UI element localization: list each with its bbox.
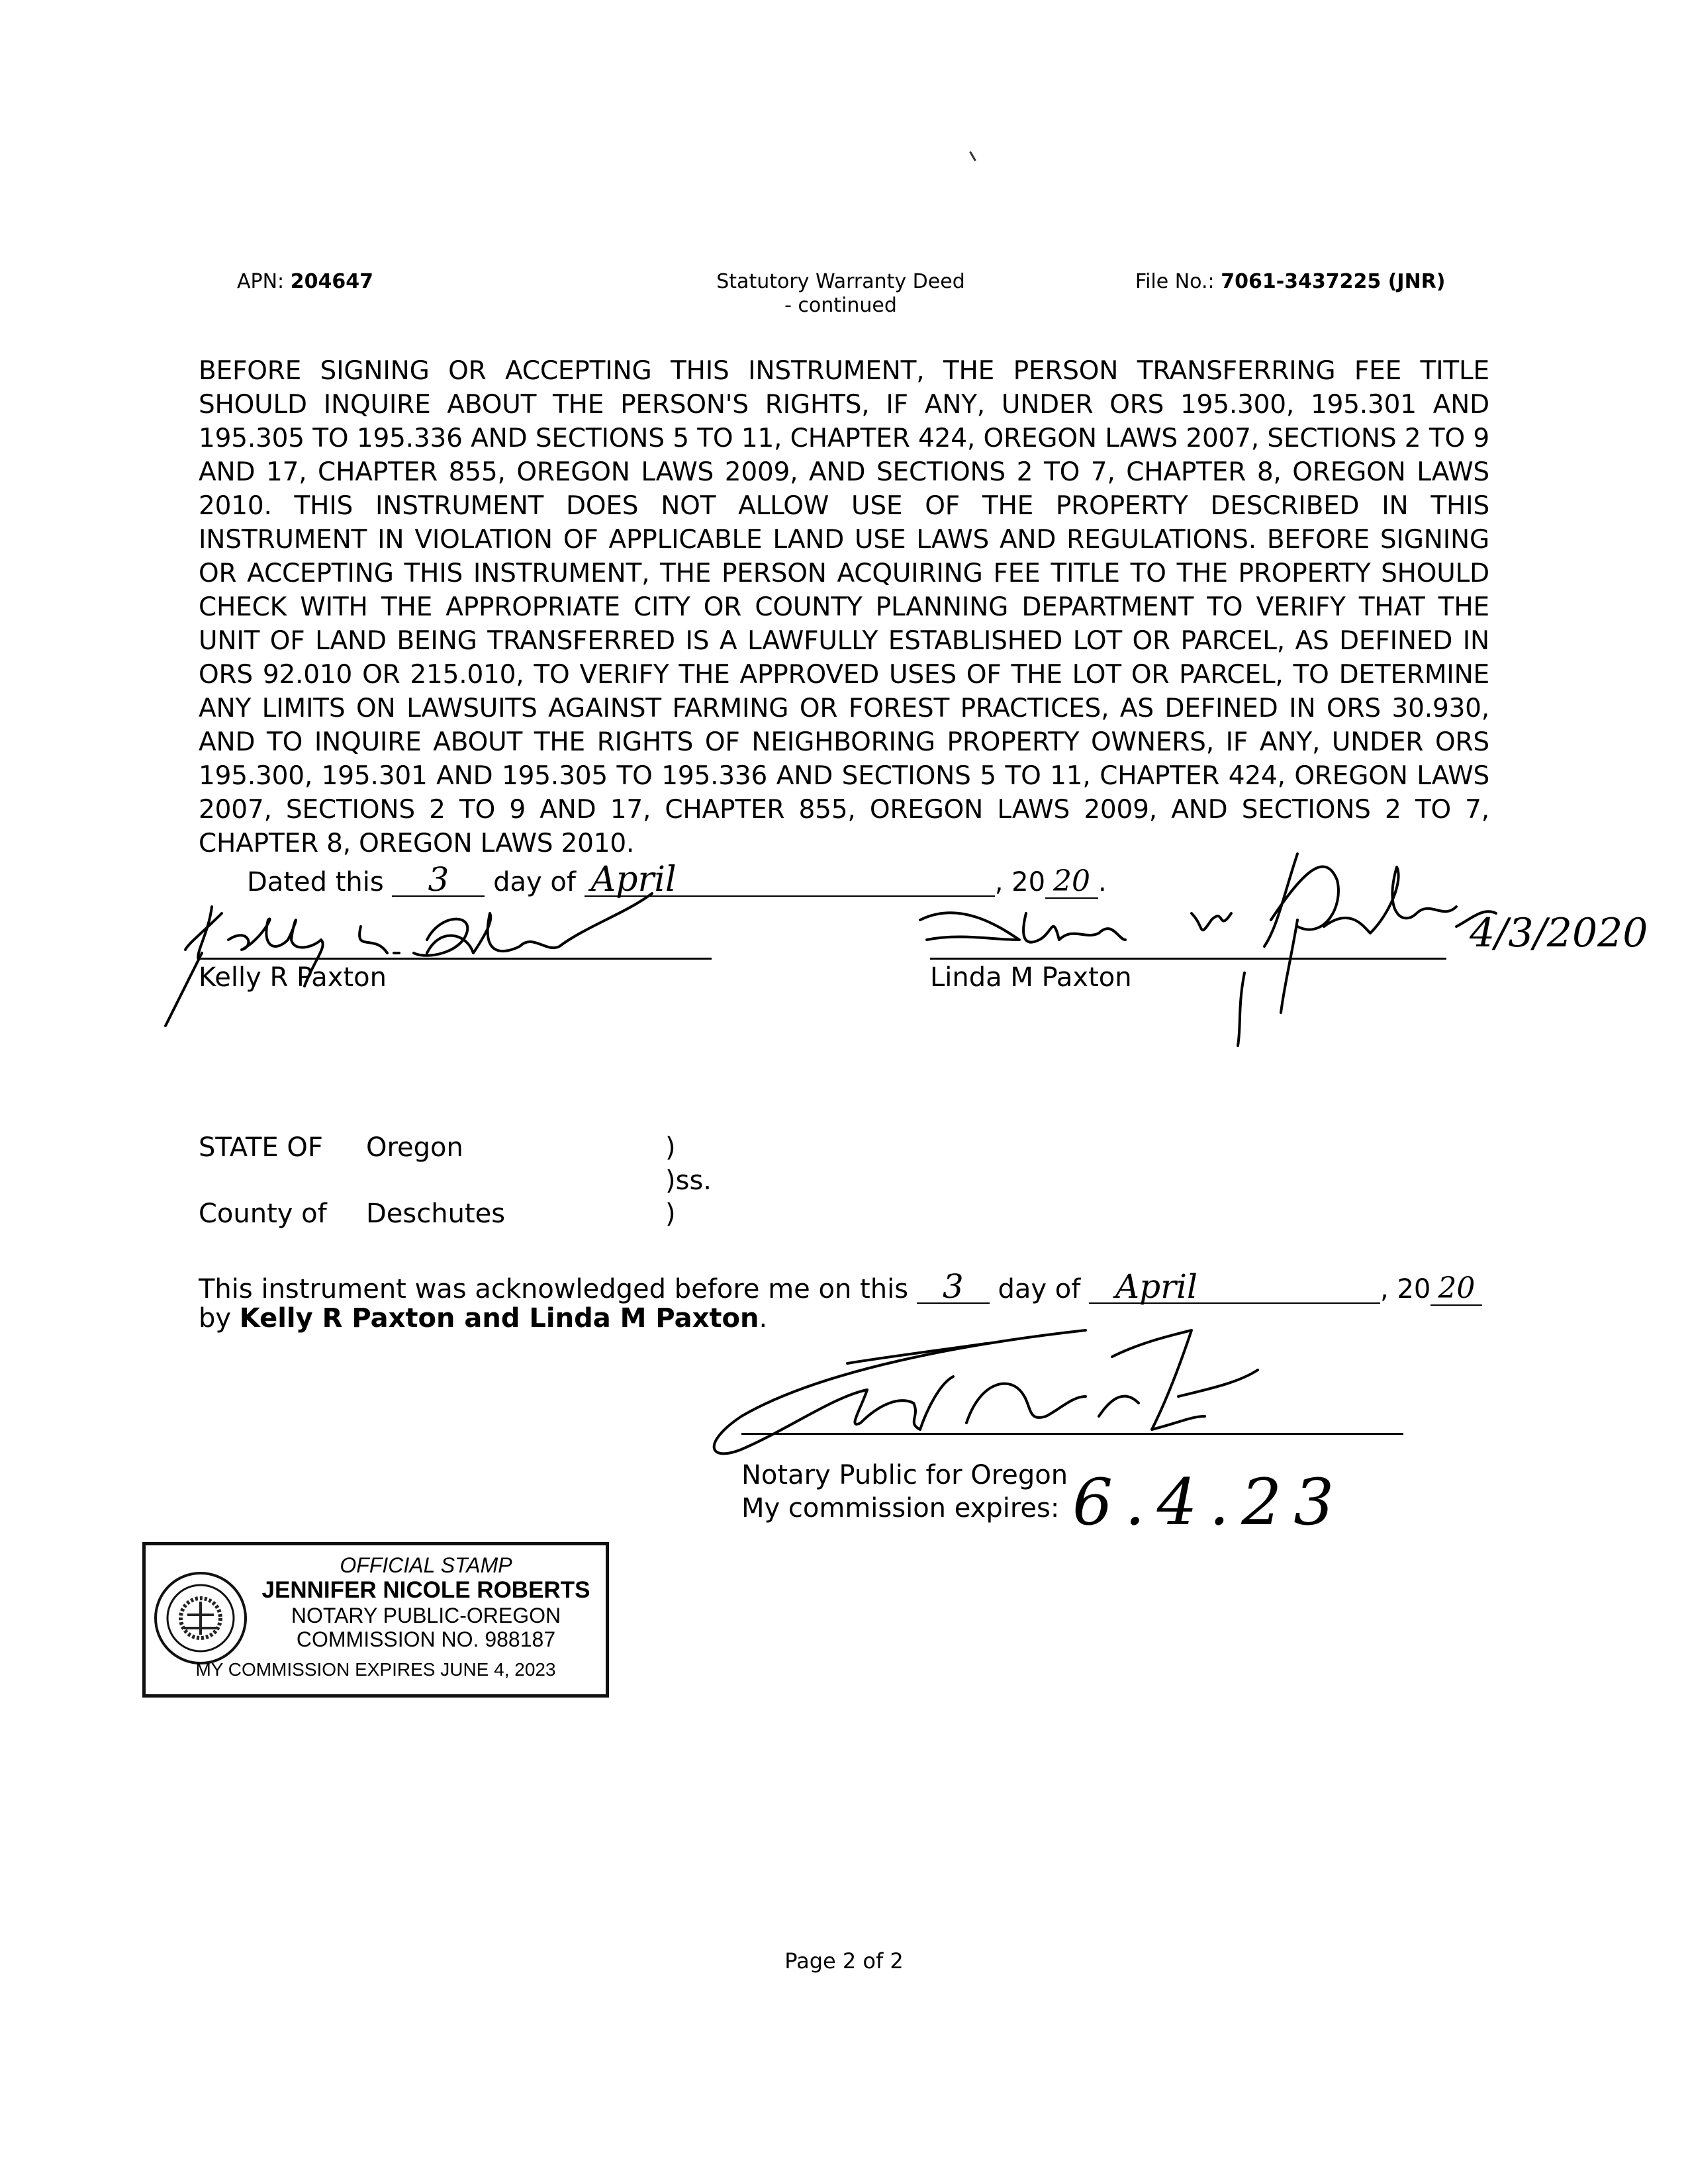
acknowledgment-year-suffix: 20 — [1430, 1273, 1482, 1306]
notary-title: Notary Public for Oregon — [741, 1460, 1068, 1490]
acknowledgment-by-names: Kelly R Paxton and Linda M Paxton — [239, 1303, 759, 1334]
dated-year-prefix: , 20 — [994, 867, 1046, 897]
apn-value: 204647 — [290, 270, 373, 293]
acknowledgment-by-end: . — [759, 1303, 768, 1334]
apn — [237, 270, 373, 294]
dated-year-suffix: 20 — [1045, 866, 1098, 899]
state-label: STATE OF — [199, 1132, 323, 1163]
linda-paxton-handwritten-date: 4/3/2020 — [1470, 910, 1648, 956]
acknowledgment-prefix: This instrument was acknowledged before me on this — [199, 1274, 909, 1304]
scan-mark — [969, 151, 976, 161]
stamp-line-5: MY COMMISSION EXPIRES JUNE 4, 2023 — [195, 1659, 556, 1680]
acknowledgment-by-line — [199, 1302, 767, 1334]
venue-ss: )ss. — [665, 1165, 712, 1196]
linda-paxton-signature — [861, 841, 1655, 1059]
acknowledgment-year-prefix: , 20 — [1380, 1274, 1431, 1304]
stamp-line-1: OFFICIAL STAMP — [340, 1553, 512, 1577]
document-title — [682, 270, 1000, 318]
dated-day-of: day of — [493, 867, 576, 897]
dated-prefix: Dated this — [247, 867, 384, 897]
file-number-label: File No.: — [1135, 270, 1215, 293]
apn-label: APN: — [237, 270, 285, 293]
notary-signature-line — [741, 1433, 1403, 1435]
notary-official-stamp — [142, 1542, 609, 1698]
dated-end: . — [1098, 867, 1107, 897]
kelly-paxton-signature — [162, 887, 665, 1019]
acknowledgment-day: 3 — [917, 1271, 990, 1304]
file-number-value: 7061-3437225 (JNR) — [1221, 270, 1446, 293]
commission-label: My commission expires: — [741, 1493, 1060, 1524]
state-seal-icon — [151, 1569, 250, 1668]
notary-signature — [688, 1317, 1417, 1476]
page-number: Page 2 of 2 — [784, 1948, 904, 1974]
acknowledgment-day-of: day of — [998, 1274, 1081, 1304]
linda-paxton-name: Linda M Paxton — [930, 962, 1132, 993]
acknowledgment-line — [199, 1267, 1476, 1306]
venue-paren-1: ) — [665, 1132, 676, 1163]
state-value: Oregon — [366, 1132, 463, 1163]
document-title-line2: - continued — [784, 294, 897, 317]
document-title-line1: Statutory Warranty Deed — [716, 270, 965, 293]
stamp-line-4: COMMISSION NO. 988187 — [296, 1627, 556, 1651]
acknowledgment-month: April — [1089, 1271, 1380, 1304]
commission-value: 6.4.23 — [1072, 1465, 1346, 1539]
county-label: County of — [199, 1199, 327, 1229]
statutory-disclaimer-paragraph: BEFORE SIGNING OR ACCEPTING THIS INSTRUMENT, THE PERSON TRANSFERRING FEE TITLE SHOULD INQUIRE ABOUT THE PERSON'S RIGHTS, IF ANY, UNDER ORS 195.300, 195.301 AND 195.305 TO 195.336 AND SECTIONS 5 TO 11, CHAPTER 424, OREGON LAWS 2007, SECTIONS 2 TO 9 AND 17, CHAPTER 855, OREGON LAWS 2009, AND SECTIONS 2 TO 7, CHAPTER 8, OREGON LAWS 2010. THIS INSTRUMENT DOES NOT ALLOW USE OF THE PROPERTY DESCRIBED IN THIS INSTRUMENT IN VIOLATION OF APPLICABLE LAND USE LAWS AND REGULATIONS. BEFORE SIGNING OR ACCEPTING THIS INSTRUMENT, THE PERSON ACQUIRING FEE TITLE TO THE PROPERTY SHOULD CHECK WITH THE APPROPRIATE CITY OR COUNTY PLANNING DEPARTMENT TO VERIFY THAT THE UNIT OF LAND BEING TRANSFERRED IS A LAWFULLY ESTABLISHED LOT OR PARCEL, AS DEFINED IN ORS 92.010 OR 215.010, TO VERIFY THE APPROVED USES OF THE LOT OR PARCEL, TO DETERMINE ANY LIMITS ON LAWSUITS AGAINST FARMING OR FOREST PRACTICES, AS DEFINED IN ORS 30.930, AND TO INQUIRE ABOUT THE RIGHTS OF NEIGHBORING PROPERTY OWNERS, IF ANY, UNDER ORS 195.300, 195.301 AND 195.305 TO 195.336 AND SECTIONS 5 TO 11, CHAPTER 424, OREGON LAWS 2007, SECTIONS 2 TO 9 AND 17, CHAPTER 855, OREGON LAWS 2009, AND SECTIONS 2 TO 7, CHAPTER 8, OREGON LAWS 2010. — [199, 356, 1489, 858]
venue-paren-2: ) — [665, 1199, 676, 1229]
kelly-paxton-name: Kelly R Paxton — [199, 962, 387, 993]
county-value: Deschutes — [366, 1199, 506, 1229]
stamp-line-2: JENNIFER NICOLE ROBERTS — [261, 1577, 590, 1603]
dated-day: 3 — [392, 864, 485, 897]
stamp-line-3: NOTARY PUBLIC-OREGON — [291, 1604, 561, 1627]
file-number — [1135, 270, 1446, 294]
acknowledgment-by-prefix: by — [199, 1303, 232, 1334]
dated-month: April — [585, 864, 995, 897]
